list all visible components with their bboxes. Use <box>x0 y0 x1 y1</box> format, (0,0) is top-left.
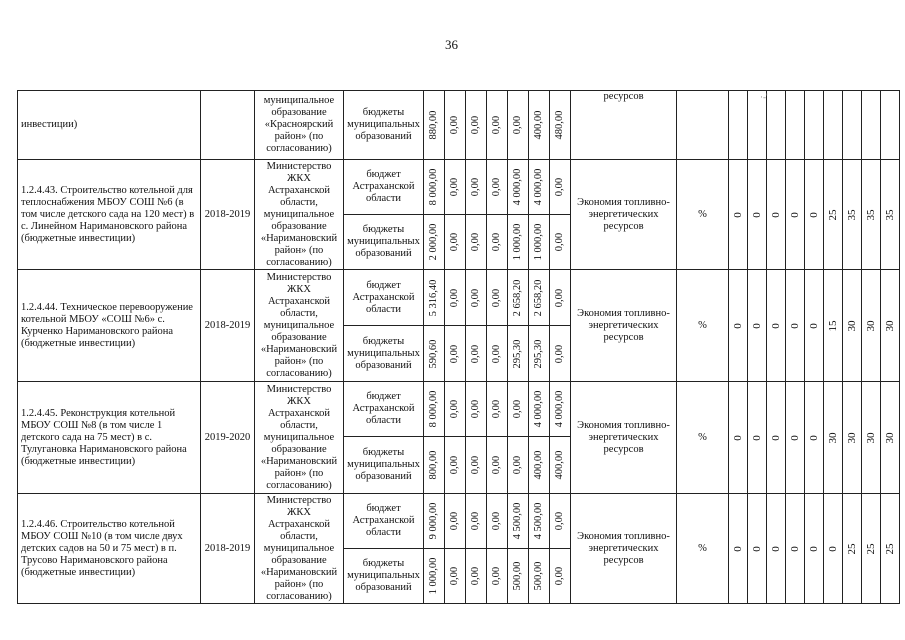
target-value-text: 30 <box>846 432 858 443</box>
funding-value <box>466 437 487 494</box>
target-value <box>805 270 824 382</box>
executor-cell: Министерство ЖКХ Астраханской области, муниципальное образование «Наримановский район» (по согласованию) <box>255 160 344 270</box>
funding-value <box>445 160 466 215</box>
funding-value <box>445 270 466 326</box>
target-value-text: 25 <box>884 543 896 554</box>
period-cell <box>201 91 255 160</box>
target-value-text: 0 <box>808 545 820 552</box>
funding-value <box>529 437 550 494</box>
funding-source: бюджет Астраханской области <box>344 382 424 437</box>
unit-cell: % <box>677 270 729 382</box>
scan-mark: ·-' <box>760 92 768 102</box>
funding-value <box>508 549 529 604</box>
funding-value-text: 0,00 <box>491 455 502 475</box>
target-value <box>748 270 767 382</box>
page-number: 36 <box>445 37 458 52</box>
funding-value <box>529 382 550 437</box>
funding-value-text: 4 500,00 <box>533 502 544 540</box>
target-value <box>767 494 786 604</box>
funding-value-text: 1 000,00 <box>428 557 439 595</box>
target-value-text: 0 <box>789 434 801 441</box>
funding-value <box>508 215 529 270</box>
target-value-text: 0 <box>789 322 801 329</box>
funding-value-text: 2 000,00 <box>428 223 439 261</box>
funding-value-text: 0,00 <box>491 232 502 252</box>
funding-value <box>487 91 508 160</box>
funding-source: бюджет Астраханской области <box>344 160 424 215</box>
table-row <box>18 270 900 326</box>
funding-value-text: 0,00 <box>512 115 523 135</box>
target-value-text: 35 <box>884 209 896 220</box>
funding-value-text: 0,00 <box>491 399 502 419</box>
funding-value <box>424 326 445 382</box>
table-row <box>18 382 900 437</box>
target-value-text: 30 <box>827 432 839 443</box>
funding-value-text: 0,00 <box>554 511 565 531</box>
target-value-text: 25 <box>827 209 839 220</box>
funding-value <box>550 91 571 160</box>
target-value-text: 0 <box>732 211 744 218</box>
target-value-text: 0 <box>789 545 801 552</box>
period-cell: 2019-2020 <box>201 382 255 494</box>
target-value-text: 0 <box>770 322 782 329</box>
funding-value-text: 0,00 <box>554 566 565 586</box>
target-value-text: 30 <box>846 320 858 331</box>
funding-value-text: 0,00 <box>491 288 502 307</box>
funding-value-text: 1 000,00 <box>512 223 523 261</box>
funding-value-text: 0,00 <box>449 288 460 307</box>
target-value <box>843 494 862 604</box>
funding-value <box>487 549 508 604</box>
funding-value-text: 4 500,00 <box>512 502 523 540</box>
funding-value <box>487 382 508 437</box>
target-value <box>729 494 748 604</box>
table-row <box>18 494 900 549</box>
executor-cell: Министерство ЖКХ Астраханской области, муниципальное образование «Наримановский район» (по согласованию) <box>255 494 344 604</box>
funding-value <box>424 549 445 604</box>
funding-source: бюджеты муниципальных образований <box>344 326 424 382</box>
funding-value-text: 0,00 <box>554 232 565 252</box>
funding-value <box>508 160 529 215</box>
funding-value <box>424 91 445 160</box>
funding-value <box>550 382 571 437</box>
funding-value-text: 400,00 <box>533 450 544 480</box>
target-value <box>729 382 748 494</box>
unit-cell: % <box>677 160 729 270</box>
funding-value-text: 295,30 <box>512 339 523 368</box>
funding-value <box>508 91 529 160</box>
target-value-text: 0 <box>808 211 820 218</box>
funding-value-text: 2 658,20 <box>512 279 523 316</box>
funding-value-text: 0,00 <box>470 115 481 135</box>
target-value-text: 0 <box>770 211 782 218</box>
funding-value <box>550 160 571 215</box>
funding-value <box>466 91 487 160</box>
target-value-text: 0 <box>751 545 763 552</box>
funding-value <box>445 91 466 160</box>
target-value <box>862 382 881 494</box>
funding-value-text: 0,00 <box>554 177 565 197</box>
funding-value-text: 880,00 <box>428 110 439 140</box>
funding-source: бюджеты муниципальных образований <box>344 215 424 270</box>
funding-source: бюджеты муниципальных образований <box>344 437 424 494</box>
target-value <box>786 382 805 494</box>
target-value <box>748 494 767 604</box>
funding-value-text: 4 000,00 <box>533 168 544 206</box>
funding-value <box>466 326 487 382</box>
funding-value-text: 0,00 <box>491 344 502 363</box>
funding-value <box>550 215 571 270</box>
target-value-empty <box>729 91 748 160</box>
target-value-empty <box>767 91 786 160</box>
funding-value <box>487 494 508 549</box>
funding-value-text: 4 000,00 <box>512 168 523 206</box>
target-value-text: 0 <box>732 322 744 329</box>
target-value-text: 0 <box>770 545 782 552</box>
funding-value-text: 0,00 <box>449 115 460 135</box>
indicator-cell: Экономия топливно-энергетических ресурсов <box>571 494 677 604</box>
target-value-text: 25 <box>865 543 877 554</box>
indicator-cell: Экономия топливно-энергетических ресурсов <box>571 160 677 270</box>
funding-value-text: 295,30 <box>533 339 544 368</box>
executor-cell: муниципальное образование «Красноярский район» (по согласованию) <box>255 91 344 160</box>
funding-value <box>508 494 529 549</box>
funding-value-text: 0,00 <box>470 344 481 363</box>
funding-value <box>445 326 466 382</box>
activity-name: 1.2.4.45. Реконструкция котельной МБОУ СОШ №8 (в том числе 1 детского сада на 75 мест) в с. Тулугановка Наримановского района (бюджетные инвестиции) <box>18 382 201 494</box>
target-value-text: 0 <box>827 545 839 552</box>
target-value <box>843 270 862 382</box>
target-value-text: 0 <box>751 211 763 218</box>
target-value-text: 30 <box>865 432 877 443</box>
target-value-text: 0 <box>732 434 744 441</box>
funding-value <box>550 437 571 494</box>
funding-value-text: 0,00 <box>491 511 502 531</box>
target-value <box>862 160 881 270</box>
funding-value-text: 0,00 <box>470 288 481 307</box>
funding-value-text: 0,00 <box>491 177 502 197</box>
unit-cell: % <box>677 382 729 494</box>
funding-value-text: 0,00 <box>449 177 460 197</box>
indicator-cell: Экономия топливно-энергетических ресурсов <box>571 270 677 382</box>
period-cell: 2018-2019 <box>201 160 255 270</box>
target-value-text: 25 <box>846 543 858 554</box>
funding-source: бюджет Астраханской области <box>344 494 424 549</box>
funding-value-text: 1 000,00 <box>533 223 544 261</box>
funding-value-text: 9 000,00 <box>428 502 439 540</box>
funding-value-text: 590,60 <box>428 339 439 368</box>
target-value-text: 15 <box>827 320 839 331</box>
target-value <box>881 382 900 494</box>
funding-value <box>508 270 529 326</box>
funding-source: бюджет Астраханской области <box>344 270 424 326</box>
target-value <box>824 494 843 604</box>
target-value <box>843 382 862 494</box>
funding-value-text: 0,00 <box>449 399 460 419</box>
funding-value-text: 0,00 <box>449 566 460 586</box>
funding-value <box>487 326 508 382</box>
funding-value <box>529 326 550 382</box>
funding-value <box>508 382 529 437</box>
target-value-text: 0 <box>751 434 763 441</box>
target-value-text: 0 <box>808 434 820 441</box>
funding-value <box>445 382 466 437</box>
indicator-cell: ресурсов <box>571 91 677 160</box>
target-value-text: 35 <box>865 209 877 220</box>
target-value <box>767 382 786 494</box>
table-row <box>18 160 900 215</box>
funding-value <box>424 494 445 549</box>
funding-value-text: 0,00 <box>449 511 460 531</box>
funding-value <box>424 215 445 270</box>
funding-value-text: 0,00 <box>470 455 481 475</box>
funding-value-text: 500,00 <box>533 561 544 591</box>
funding-value <box>445 215 466 270</box>
target-value-empty <box>786 91 805 160</box>
target-value-empty <box>881 91 900 160</box>
funding-value-text: 4 000,00 <box>533 390 544 428</box>
funding-value-text: 0,00 <box>470 232 481 252</box>
target-value <box>881 160 900 270</box>
funding-value <box>424 382 445 437</box>
funding-value <box>529 494 550 549</box>
funding-value-text: 0,00 <box>470 511 481 531</box>
target-value-text: 0 <box>732 545 744 552</box>
funding-value-text: 800,00 <box>428 450 439 480</box>
funding-value <box>466 494 487 549</box>
executor-cell: Министерство ЖКХ Астраханской области, муниципальное образование «Наримановский район» (по согласованию) <box>255 270 344 382</box>
funding-value <box>466 549 487 604</box>
target-value <box>767 270 786 382</box>
target-value <box>805 494 824 604</box>
funding-value <box>424 437 445 494</box>
target-value <box>786 270 805 382</box>
target-value-text: 0 <box>751 322 763 329</box>
funding-value <box>487 160 508 215</box>
funding-value <box>466 382 487 437</box>
funding-value <box>424 160 445 215</box>
target-value-text: 30 <box>884 320 896 331</box>
funding-value <box>487 215 508 270</box>
target-value-text: 30 <box>884 432 896 443</box>
funding-value <box>529 215 550 270</box>
target-value <box>767 160 786 270</box>
activity-name: инвестиции) <box>18 91 201 160</box>
funding-value <box>529 160 550 215</box>
funding-value <box>529 91 550 160</box>
target-value-text: 0 <box>808 322 820 329</box>
funding-value-text: 0,00 <box>554 288 565 307</box>
funding-value <box>487 270 508 326</box>
funding-value <box>466 160 487 215</box>
funding-value-text: 0,00 <box>470 399 481 419</box>
funding-value <box>508 437 529 494</box>
target-value <box>748 382 767 494</box>
funding-value-text: 0,00 <box>512 455 523 475</box>
target-value-empty <box>843 91 862 160</box>
funding-value-text: 0,00 <box>554 344 565 363</box>
funding-value-text: 8 000,00 <box>428 390 439 428</box>
funding-value <box>550 326 571 382</box>
funding-value-text: 400,00 <box>533 110 544 140</box>
target-value <box>824 382 843 494</box>
target-value <box>805 382 824 494</box>
funding-value <box>424 270 445 326</box>
funding-source: бюджеты муниципальных образований <box>344 549 424 604</box>
activity-name: 1.2.4.46. Строительство котельной МБОУ СОШ №10 (в том числе двух детских садов на 50 и 75 мест) в п. Трусово Наримановского района (бюджетные инвестиции) <box>18 494 201 604</box>
funding-value <box>445 437 466 494</box>
funding-value <box>466 215 487 270</box>
target-value <box>843 160 862 270</box>
target-value-text: 35 <box>846 209 858 220</box>
funding-value-text: 0,00 <box>470 566 481 586</box>
funding-value <box>550 494 571 549</box>
funding-value-text: 0,00 <box>491 115 502 135</box>
executor-cell: Министерство ЖКХ Астраханской области, муниципальное образование «Наримановский район» (по согласованию) <box>255 382 344 494</box>
program-activities-table <box>17 90 900 604</box>
funding-value-text: 4 000,00 <box>554 390 565 428</box>
funding-value-text: 0,00 <box>449 232 460 252</box>
funding-value <box>508 326 529 382</box>
funding-value-text: 480,00 <box>554 110 565 140</box>
funding-value-text: 0,00 <box>470 177 481 197</box>
funding-value-text: 0,00 <box>449 455 460 475</box>
target-value <box>824 160 843 270</box>
funding-value <box>550 270 571 326</box>
period-cell: 2018-2019 <box>201 494 255 604</box>
funding-value <box>550 549 571 604</box>
funding-source: бюджеты муниципальных образований <box>344 91 424 160</box>
target-value <box>748 160 767 270</box>
funding-value-text: 0,00 <box>449 344 460 363</box>
funding-value <box>466 270 487 326</box>
target-value <box>786 494 805 604</box>
funding-value-text: 2 658,20 <box>533 279 544 316</box>
funding-value-text: 5 316,40 <box>428 279 439 316</box>
funding-value-text: 8 000,00 <box>428 168 439 206</box>
target-value <box>862 494 881 604</box>
funding-value <box>445 549 466 604</box>
target-value <box>862 270 881 382</box>
target-value <box>786 160 805 270</box>
target-value-text: 0 <box>789 211 801 218</box>
target-value <box>729 160 748 270</box>
funding-value-text: 0,00 <box>491 566 502 586</box>
indicator-cell: Экономия топливно-энергетических ресурсов <box>571 382 677 494</box>
target-value <box>881 270 900 382</box>
unit-cell <box>677 91 729 160</box>
funding-value-text: 500,00 <box>512 561 523 591</box>
funding-value <box>529 270 550 326</box>
funding-value-text: 400,00 <box>554 450 565 480</box>
funding-value <box>529 549 550 604</box>
target-value <box>729 270 748 382</box>
target-value-empty <box>805 91 824 160</box>
funding-value <box>445 494 466 549</box>
funding-value <box>487 437 508 494</box>
target-value <box>805 160 824 270</box>
activity-name: 1.2.4.44. Техническое перевооружение котельной МБОУ «СОШ №6» с. Курченко Наримановского района (бюджетные инвестиции) <box>18 270 201 382</box>
target-value <box>881 494 900 604</box>
target-value <box>824 270 843 382</box>
target-value-text: 30 <box>865 320 877 331</box>
funding-value-text: 0,00 <box>512 399 523 419</box>
period-cell: 2018-2019 <box>201 270 255 382</box>
target-value-empty <box>862 91 881 160</box>
target-value-empty <box>824 91 843 160</box>
target-value-text: 0 <box>770 434 782 441</box>
activity-name: 1.2.4.43. Строительство котельной для теплоснабжения МБОУ СОШ №6 (в том числе детского сада на 120 мест) в с. Линейном Наримановского района (бюджетные инвестиции) <box>18 160 201 270</box>
unit-cell: % <box>677 494 729 604</box>
